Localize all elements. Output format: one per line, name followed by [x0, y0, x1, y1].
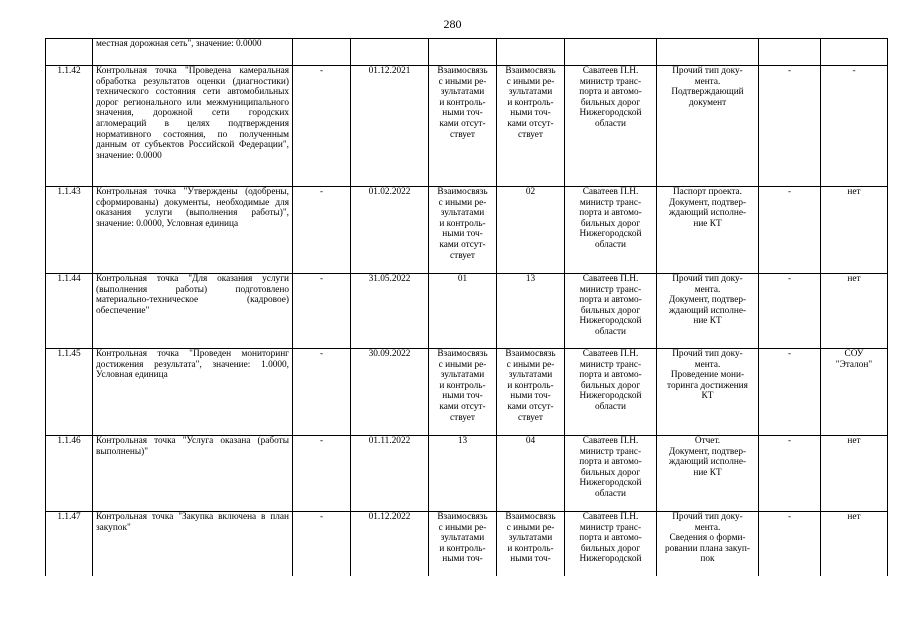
row-system: СОУ "Эталон"	[821, 349, 888, 436]
row-document-type: Прочий тип доку- мента. Проведение мони- торинга достижения КТ	[657, 349, 759, 436]
row-number: 1.1.43	[46, 187, 93, 274]
row-date	[351, 39, 429, 66]
row-responsible: Саватеев П.Н. министр транс- порта и автомо- бильных дорог Нижегородской области	[565, 349, 657, 436]
row-info	[759, 39, 821, 66]
row-document-type: Паспорт проекта. Документ, подтвер- ждающий исполне- ние КТ	[657, 187, 759, 274]
row-document-type	[657, 39, 759, 66]
row-relation-next: 02	[497, 187, 565, 274]
row-number	[46, 39, 93, 66]
row-system: -	[821, 66, 888, 187]
row-document-type: Отчет. Документ, подтвер- ждающий исполне- ние КТ	[657, 436, 759, 512]
row-relation-next: Взаимосвязь с иными ре- зультатами и контроль- ными точ-	[497, 512, 565, 576]
row-relation-previous: Взаимосвязь с иными ре- зультатами и контроль- ными точ- ками отсут- ствует	[429, 66, 497, 187]
control-points-table	[45, 38, 888, 576]
row-dash: -	[293, 66, 351, 187]
row-number: 1.1.42	[46, 66, 93, 187]
table-row	[46, 512, 888, 576]
row-description: местная дорожная сеть", значение: 0.0000	[93, 39, 293, 66]
row-system: нет	[821, 512, 888, 576]
row-responsible: Саватеев П.Н. министр транс- порта и автомо- бильных дорог Нижегородской области	[565, 436, 657, 512]
row-responsible	[565, 39, 657, 66]
row-relation-previous	[429, 39, 497, 66]
row-info: -	[759, 66, 821, 187]
row-dash: -	[293, 349, 351, 436]
row-date: 01.02.2022	[351, 187, 429, 274]
row-relation-next: Взаимосвязь с иными ре- зультатами и контроль- ными точ- ками отсут- ствует	[497, 349, 565, 436]
table-row	[46, 39, 888, 66]
row-relation-previous: 13	[429, 436, 497, 512]
row-dash: -	[293, 436, 351, 512]
row-responsible: Саватеев П.Н. министр транс- порта и автомо- бильных дорог Нижегородской области	[565, 66, 657, 187]
row-dash: -	[293, 512, 351, 576]
row-number: 1.1.46	[46, 436, 93, 512]
row-number: 1.1.47	[46, 512, 93, 576]
row-info: -	[759, 512, 821, 576]
row-responsible: Саватеев П.Н. министр транс- порта и автомо- бильных дорог Нижегородской области	[565, 274, 657, 349]
row-info: -	[759, 349, 821, 436]
row-date: 31.05.2022	[351, 274, 429, 349]
page-number: 280	[443, 17, 462, 31]
row-responsible: Саватеев П.Н. министр транс- порта и автомо- бильных дорог Нижегородской	[565, 512, 657, 576]
table-row	[46, 187, 888, 274]
row-description: Контрольная точка "Утверждены (одобрены, сформированы) документы, необходимые для оказания услуги (выполнения работы)", значение: 0.0000, Условная единица	[93, 187, 293, 274]
row-document-type: Прочий тип доку- мента. Подтверждающий документ	[657, 66, 759, 187]
row-description: Контрольная точка "Услуга оказана (работы выполнены)"	[93, 436, 293, 512]
row-relation-previous: 01	[429, 274, 497, 349]
row-relation-next: 04	[497, 436, 565, 512]
row-relation-next: 13	[497, 274, 565, 349]
row-number: 1.1.45	[46, 349, 93, 436]
row-description: Контрольная точка "Проведена камеральная обработка результатов оценки (диагностики) технического состояния сети автомобильных дорог регионального или межмуниципального значения, дорожной сети городских агломераций в целях подтверждения нормативного состояния, по полученным данным от субъектов Российской Федерации", значение: 0.0000	[93, 66, 293, 187]
row-document-type: Прочий тип доку- мента. Сведения о форми- ровании плана закуп- пок	[657, 512, 759, 576]
table-row	[46, 436, 888, 512]
table-row	[46, 274, 888, 349]
row-info: -	[759, 187, 821, 274]
row-date: 01.12.2021	[351, 66, 429, 187]
table-row	[46, 66, 888, 187]
row-relation-next: Взаимосвязь с иными ре- зультатами и контроль- ными точ- ками отсут- ствует	[497, 66, 565, 187]
row-system: нет	[821, 436, 888, 512]
row-relation-previous: Взаимосвязь с иными ре- зультатами и контроль- ными точ-	[429, 512, 497, 576]
row-number: 1.1.44	[46, 274, 93, 349]
row-relation-previous: Взаимосвязь с иными ре- зультатами и контроль- ными точ- ками отсут- ствует	[429, 349, 497, 436]
row-date: 30.09.2022	[351, 349, 429, 436]
row-relation-next	[497, 39, 565, 66]
row-description: Контрольная точка "Для оказания услуги (выполнения работы) подготовлено материально-техническое (кадровое) обеспечение"	[93, 274, 293, 349]
row-document-type: Прочий тип доку- мента. Документ, подтвер- ждающий исполне- ние КТ	[657, 274, 759, 349]
row-system: нет	[821, 187, 888, 274]
row-dash: -	[293, 187, 351, 274]
table-row	[46, 349, 888, 436]
row-dash	[293, 39, 351, 66]
row-info: -	[759, 274, 821, 349]
row-date: 01.12.2022	[351, 512, 429, 576]
row-dash: -	[293, 274, 351, 349]
row-info: -	[759, 436, 821, 512]
row-responsible: Саватеев П.Н. министр транс- порта и автомо- бильных дорог Нижегородской области	[565, 187, 657, 274]
row-description: Контрольная точка "Проведен мониторинг достижения результата", значение: 1.0000, Условная единица	[93, 349, 293, 436]
row-system: нет	[821, 274, 888, 349]
row-date: 01.11.2022	[351, 436, 429, 512]
row-system	[821, 39, 888, 66]
row-description: Контрольная точка "Закупка включена в план закупок"	[93, 512, 293, 576]
row-relation-previous: Взаимосвязь с иными ре- зультатами и контроль- ными точ- ками отсут- ствует	[429, 187, 497, 274]
